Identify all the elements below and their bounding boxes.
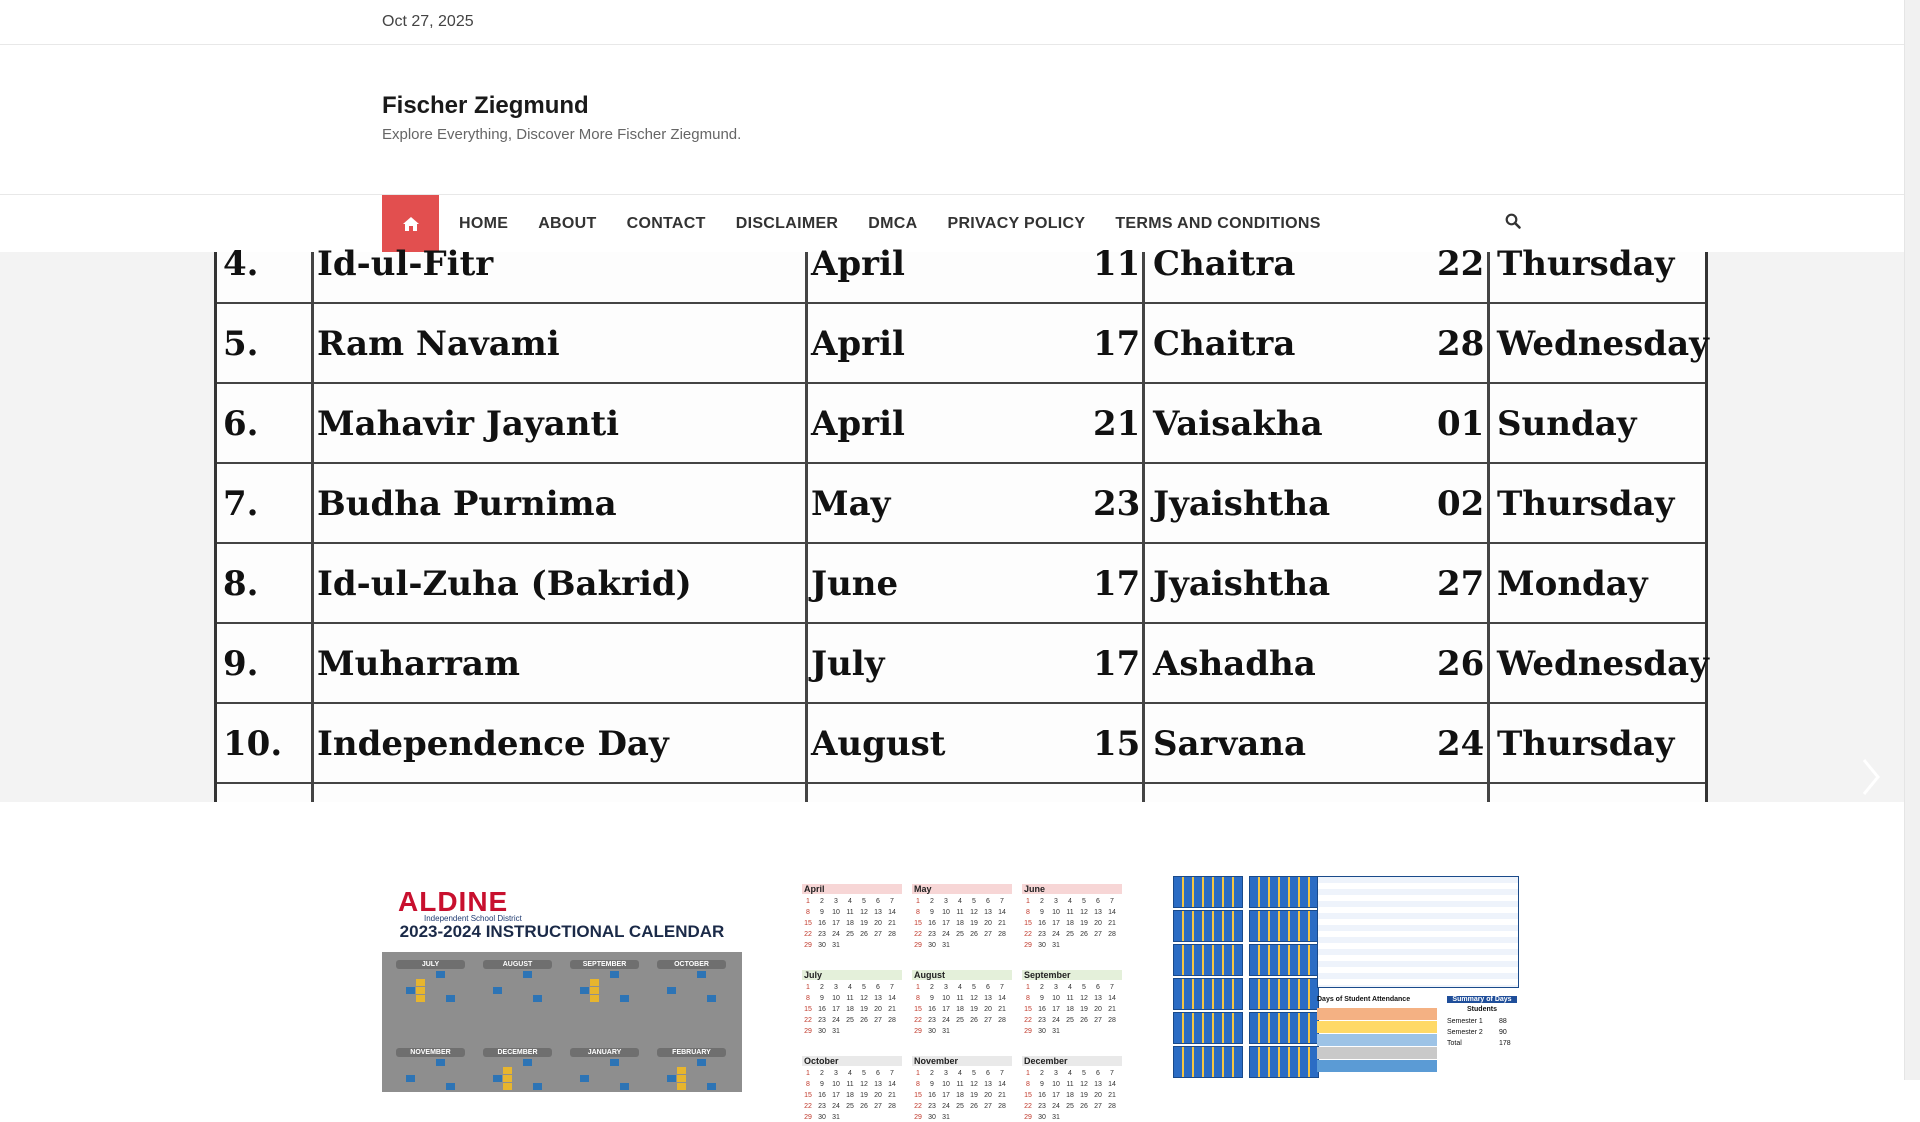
holiday-date: 17 xyxy=(1093,324,1141,364)
holiday-saka-month: Jyaishtha xyxy=(1153,484,1331,524)
holiday-saka-date: 27 xyxy=(1437,564,1485,604)
holiday-date: 11 xyxy=(1093,244,1141,284)
holiday-saka-month: Ashadha xyxy=(1153,644,1316,684)
summary-row-value: 178 xyxy=(1499,1040,1511,1047)
month-grid: 1 2 3 4 5 6 7 8 9 10 11 12 13 14 15 16 17 18 19 20 21 22 23 24 25 26 27 28 29 30 31 xyxy=(804,898,896,949)
holiday-name: Id-ul-Fitr xyxy=(317,244,494,284)
holiday-saka-date: 22 xyxy=(1437,244,1485,284)
holiday-month: August xyxy=(811,724,946,764)
holiday-saka-date: 01 xyxy=(1437,404,1485,444)
holiday-serial: 10. xyxy=(223,724,283,764)
holiday-weekday: Wednesday xyxy=(1497,644,1709,684)
holiday-weekday: Thursday xyxy=(1497,484,1675,524)
month-name: December xyxy=(1024,1056,1068,1066)
month-name: November xyxy=(914,1056,959,1066)
legend-title: Days of Student Attendance xyxy=(1317,996,1411,1003)
holiday-month: May xyxy=(811,484,891,524)
calendar-block xyxy=(1249,1046,1319,1078)
mini-month-name: SEPTEMBER xyxy=(570,960,639,969)
holiday-row xyxy=(217,702,1705,784)
calendar-block xyxy=(1173,1046,1243,1078)
holiday-row xyxy=(217,462,1705,544)
holiday-serial: 8. xyxy=(223,564,259,604)
holiday-row xyxy=(217,622,1709,704)
nav-terms[interactable]: TERMS AND CONDITIONS xyxy=(1115,214,1321,232)
calendar-block xyxy=(1173,944,1243,976)
summary-title: Summary of Days xyxy=(1447,996,1517,1003)
holiday-serial: 9. xyxy=(223,644,259,684)
holiday-row xyxy=(217,542,1705,624)
mini-month-name: DECEMBER xyxy=(483,1048,552,1057)
nav-home[interactable]: HOME xyxy=(459,214,509,232)
mini-month-name: JULY xyxy=(396,960,465,969)
month-grid: 1 2 3 4 5 6 7 8 9 10 11 12 13 14 15 16 17 18 19 20 21 22 23 24 25 26 27 28 29 30 31 xyxy=(1024,1070,1116,1121)
holiday-saka-month: Chaitra xyxy=(1153,324,1296,364)
month-grid: 1 2 3 4 5 6 7 8 9 10 11 12 13 14 15 16 17 18 19 20 21 22 23 24 25 26 27 28 29 30 31 xyxy=(1024,984,1116,1035)
post-card-blue-calendar[interactable] xyxy=(1167,872,1522,1080)
legend-swatch xyxy=(1317,1060,1437,1072)
summary-row-label: Semester 2 xyxy=(1447,1029,1483,1036)
month-name: May xyxy=(914,884,932,894)
month-grid: 1 2 3 4 5 6 7 8 9 10 11 12 13 14 15 16 17 18 19 20 21 22 23 24 25 26 27 28 29 30 31 xyxy=(914,1070,1006,1121)
site-tagline: Explore Everything, Discover More Fischer Ziegmund. xyxy=(382,126,742,143)
calendar-block xyxy=(1249,1012,1319,1044)
holiday-saka-date: 28 xyxy=(1437,324,1485,364)
holiday-table-image xyxy=(214,244,1709,802)
month-grid: 1 2 3 4 5 6 7 8 9 10 11 12 13 14 15 16 17 18 19 20 21 22 23 24 25 26 27 28 29 30 31 xyxy=(914,898,1006,949)
summary-row-label: Total xyxy=(1447,1040,1462,1047)
mini-month xyxy=(657,1048,726,1098)
aldine-logo: ALDINE xyxy=(398,886,509,917)
holiday-weekday: Thursday xyxy=(1497,244,1675,284)
nav-privacy-policy[interactable]: PRIVACY POLICY xyxy=(947,214,1086,232)
calendar-block xyxy=(1173,876,1243,908)
mini-month xyxy=(396,1048,465,1098)
mini-month xyxy=(483,1048,552,1098)
calendar-block xyxy=(1249,910,1319,942)
summary-row-label: Semester 1 xyxy=(1447,1018,1483,1025)
holiday-serial: 6. xyxy=(223,404,259,444)
holiday-month: June xyxy=(811,564,899,604)
mini-month xyxy=(483,960,552,1010)
mini-month-name: NOVEMBER xyxy=(396,1048,465,1057)
calendar-block xyxy=(1173,910,1243,942)
holiday-saka-date: 26 xyxy=(1437,644,1485,684)
holiday-month: April xyxy=(811,244,905,284)
aldine-calendar-grid xyxy=(382,952,742,1092)
month-name: August xyxy=(914,970,945,980)
calendar-block xyxy=(1173,1012,1243,1044)
month-grid: 1 2 3 4 5 6 7 8 9 10 11 12 13 14 15 16 17 18 19 20 21 22 23 24 25 26 27 28 29 30 31 xyxy=(1024,898,1116,949)
summary-row-value: 90 xyxy=(1499,1029,1507,1036)
month-grid: 1 2 3 4 5 6 7 8 9 10 11 12 13 14 15 16 17 18 19 20 21 22 23 24 25 26 27 28 29 30 31 xyxy=(914,984,1006,1035)
holiday-name: Muharram xyxy=(317,644,520,684)
summary-subtitle: Students xyxy=(1467,1006,1497,1013)
holiday-date: 21 xyxy=(1093,404,1141,444)
aldine-calendar-title: 2023-2024 INSTRUCTIONAL CALENDAR xyxy=(399,922,725,941)
chevron-right-icon[interactable] xyxy=(1860,757,1882,797)
current-date: Oct 27, 2025 xyxy=(382,13,474,30)
legend-swatch xyxy=(1317,1021,1437,1033)
holiday-name: Independence Day xyxy=(317,724,669,764)
holiday-saka-month: Jyaishtha xyxy=(1153,564,1331,604)
holiday-serial: 4. xyxy=(223,244,259,284)
nav-about[interactable]: ABOUT xyxy=(538,214,597,232)
month-grid: 1 2 3 4 5 6 7 8 9 10 11 12 13 14 15 16 17 18 19 20 21 22 23 24 25 26 27 28 29 30 31 xyxy=(804,1070,896,1121)
mini-month xyxy=(657,960,726,1010)
month-name: September xyxy=(1024,970,1071,980)
mini-month xyxy=(570,1048,639,1098)
holiday-saka-date: 24 xyxy=(1437,724,1485,764)
nav-disclaimer[interactable]: DISCLAIMER xyxy=(735,214,839,232)
top-bar xyxy=(0,0,1904,45)
mini-month-name: OCTOBER xyxy=(657,960,726,969)
mini-month-name: AUGUST xyxy=(483,960,552,969)
holiday-month: April xyxy=(811,324,905,364)
mini-month xyxy=(570,960,639,1010)
post-cards xyxy=(382,872,1522,1121)
calendar-block xyxy=(1249,876,1319,908)
holiday-date: 15 xyxy=(1093,724,1141,764)
nav-contact[interactable]: CONTACT xyxy=(626,214,706,232)
holiday-weekday: Wednesday xyxy=(1497,324,1709,364)
nav-dmca[interactable]: DMCA xyxy=(868,214,918,232)
holiday-serial: 7. xyxy=(223,484,259,524)
holiday-weekday: Sunday xyxy=(1497,404,1637,444)
calendar-block xyxy=(1249,978,1319,1010)
month-name: July xyxy=(804,970,823,980)
holiday-saka-month: Sarvana xyxy=(1153,724,1307,764)
holiday-serial: 5. xyxy=(223,324,259,364)
holiday-name: Id-ul-Zuha (Bakrid) xyxy=(317,564,692,604)
holiday-date: 17 xyxy=(1093,564,1141,604)
legend-swatch xyxy=(1317,1047,1437,1059)
holiday-month: April xyxy=(811,404,905,444)
holiday-weekday: Thursday xyxy=(1497,724,1675,764)
holiday-row xyxy=(217,382,1705,464)
site-title[interactable]: Fischer Ziegmund xyxy=(382,92,589,119)
holiday-name: Budha Purnima xyxy=(317,484,617,524)
mini-month xyxy=(396,960,465,1010)
calendar-block xyxy=(1173,978,1243,1010)
aldine-subtitle: Independent School District xyxy=(424,914,522,923)
holiday-row xyxy=(217,222,1705,304)
summary-row-value: 88 xyxy=(1499,1018,1507,1025)
post-card-aldine-calendar[interactable] xyxy=(382,872,742,1080)
legend-swatch xyxy=(1317,1008,1437,1020)
holiday-month: July xyxy=(811,644,885,684)
holiday-date: 17 xyxy=(1093,644,1141,684)
mini-month-name: FEBRUARY xyxy=(657,1048,726,1057)
holiday-weekday: Monday xyxy=(1497,564,1648,604)
legend-swatch xyxy=(1317,1034,1437,1046)
calendar-block xyxy=(1249,944,1319,976)
holiday-name: Mahavir Jayanti xyxy=(317,404,620,444)
holiday-date: 23 xyxy=(1093,484,1141,524)
holiday-row xyxy=(217,302,1709,384)
calendar-image-header xyxy=(1317,876,1519,988)
holiday-name: Ram Navami xyxy=(317,324,560,364)
month-name: April xyxy=(804,884,825,894)
month-name: October xyxy=(804,1056,839,1066)
holiday-saka-month: Vaisakha xyxy=(1153,404,1323,444)
month-name: June xyxy=(1024,884,1046,894)
month-grid: 1 2 3 4 5 6 7 8 9 10 11 12 13 14 15 16 17 18 19 20 21 22 23 24 25 26 27 28 29 30 31 xyxy=(804,984,896,1035)
hero-slider[interactable] xyxy=(0,244,1904,802)
page-scrollbar[interactable] xyxy=(1904,0,1920,1080)
mini-month-name: JANUARY xyxy=(570,1048,639,1057)
post-card-year-calendar[interactable] xyxy=(792,872,1122,1121)
holiday-saka-month: Chaitra xyxy=(1153,244,1296,284)
holiday-saka-date: 02 xyxy=(1437,484,1485,524)
